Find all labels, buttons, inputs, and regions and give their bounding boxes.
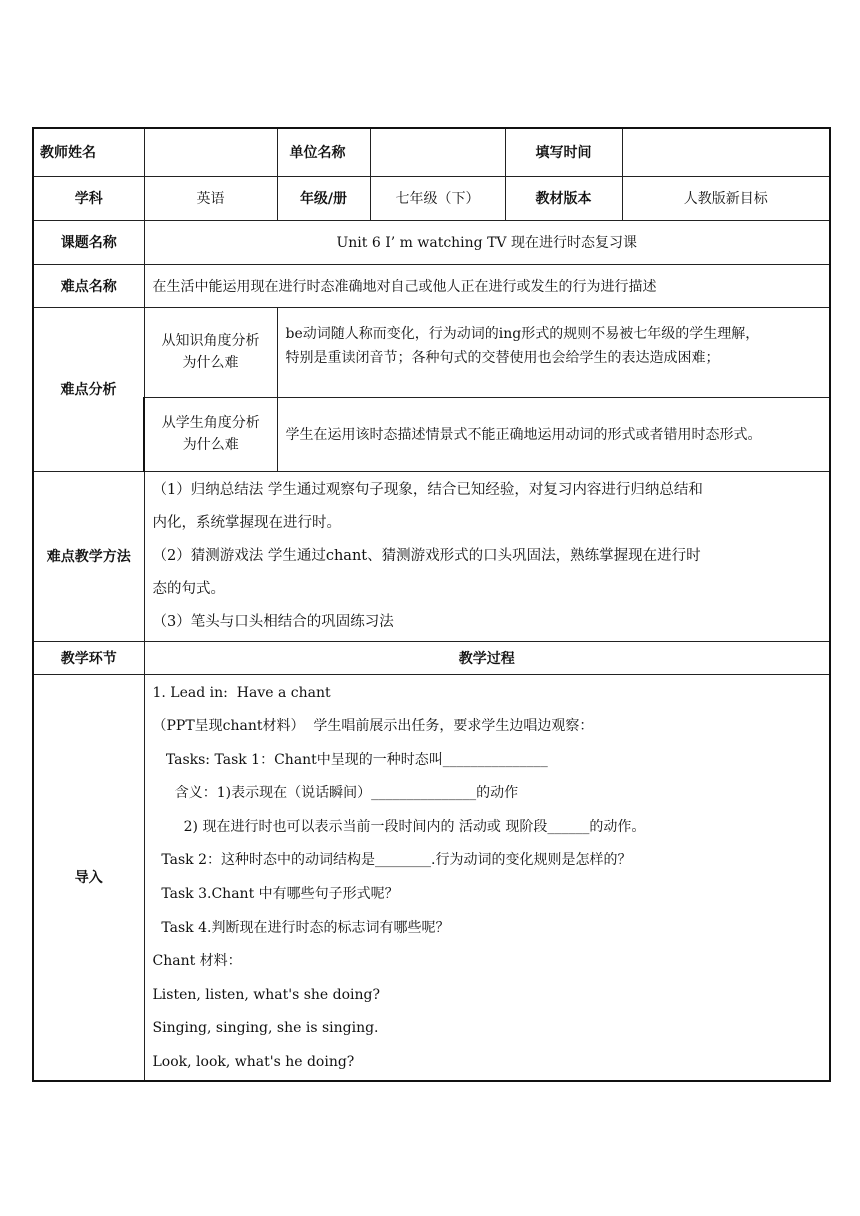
knowledge-angle-label-line-2: 为什么难 [182,355,239,371]
knowledge-text-line-2: 特别是重读闭音节；各种句式的交替使用也会给学生的表达造成困难； [285,350,720,366]
methods-line: （2）猜测游戏法 学生通过chant、猜测游戏形式的口头巩固法，熟练掌握现在进行时 [152,547,701,564]
knowledge-angle-label-line-1: 从知识角度分析 [161,333,260,349]
methods-content [144,471,830,641]
teaching-stage-label: 教学环节 [33,641,144,674]
knowledge-angle-text [277,307,830,397]
intro-line: Look, look, what's he doing? [152,1054,355,1071]
unit-name-label: 单位名称 [277,128,370,176]
difficulty-label: 难点名称 [33,264,144,307]
methods-label: 难点教学方法 [33,471,144,641]
subject-value: 英语 [144,176,277,220]
edition-value: 人教版新目标 [622,176,830,220]
grade-label: 年级/册 [277,176,370,220]
intro-line: Tasks: Task 1：Chant中呈现的一种时态叫_______________ [152,751,548,768]
lesson-plan-table [32,127,831,1082]
knowledge-angle-label [144,307,277,397]
header-row [33,128,830,176]
methods-line: （1）归纳总结法 学生通过观察句子现象，结合已知经验，对复习内容进行归纳总结和 [152,481,703,498]
difficulty-value: 在生活中能运用现在进行时态准确地对自己或他人正在进行或发生的行为进行描述 [144,264,830,307]
difficulty-row [33,264,830,307]
intro-content [144,674,830,1081]
edition-label: 教材版本 [505,176,622,220]
lesson-plan-form [32,127,829,1082]
intro-row [33,674,830,1081]
intro-line: Singing, singing, she is singing. [152,1020,379,1037]
methods-line: 态的句式。 [152,580,225,597]
methods-line: （3）笔头与口头相结合的巩固练习法 [152,613,394,630]
subject-label: 学科 [33,176,144,220]
fill-time-label: 填写时间 [505,128,622,176]
topic-value: Unit 6 I’ m watching TV 现在进行时态复习课 [144,220,830,264]
intro-line: Chant 材料： [152,953,242,970]
analysis-label: 难点分析 [33,307,144,471]
section-header-row [33,641,830,674]
intro-line: Task 4.判断现在进行时态的标志词有哪些呢？ [152,919,450,936]
student-angle-label [144,397,277,471]
teaching-process-label: 教学过程 [144,641,830,674]
knowledge-text-line-1: be动词随人称而变化，行为动词的ing形式的规则不易被七年级的学生理解， [285,326,760,342]
teacher-name-label: 教师姓名 [33,128,144,176]
intro-line: （PPT呈现chant材料） 学生唱前展示出任务，要求学生边唱边观察： [152,718,594,735]
analysis-row-knowledge [33,307,830,397]
intro-line: 2) 现在进行时也可以表示当前一段时间内的 活动或 现阶段______的动作。 [152,818,646,835]
student-angle-label-line-1: 从学生角度分析 [161,415,260,431]
unit-name-value[interactable] [370,128,505,176]
methods-line: 内化，系统掌握现在进行时。 [152,514,341,531]
student-angle-text: 学生在运用该时态描述情景式不能正确地运用动词的形式或者错用时态形式。 [277,397,830,471]
subject-row [33,176,830,220]
fill-time-value[interactable] [622,128,830,176]
topic-label: 课题名称 [33,220,144,264]
intro-label: 导入 [33,674,144,1081]
intro-line: 1. Lead in: Have a chant [152,684,331,701]
analysis-row-student [33,397,830,471]
intro-line: Task 2：这种时态中的动词结构是________.行为动词的变化规则是怎样的？ [152,852,632,869]
topic-row [33,220,830,264]
grade-value: 七年级（下） [370,176,505,220]
intro-line: Listen, listen, what's she doing? [152,986,380,1003]
methods-row [33,471,830,641]
teacher-name-value[interactable] [144,128,277,176]
intro-line: Task 3.Chant 中有哪些句子形式呢？ [152,886,399,903]
student-angle-label-line-2: 为什么难 [182,437,239,453]
intro-line: 含义：1)表示现在（说话瞬间）_______________的动作 [152,785,519,802]
